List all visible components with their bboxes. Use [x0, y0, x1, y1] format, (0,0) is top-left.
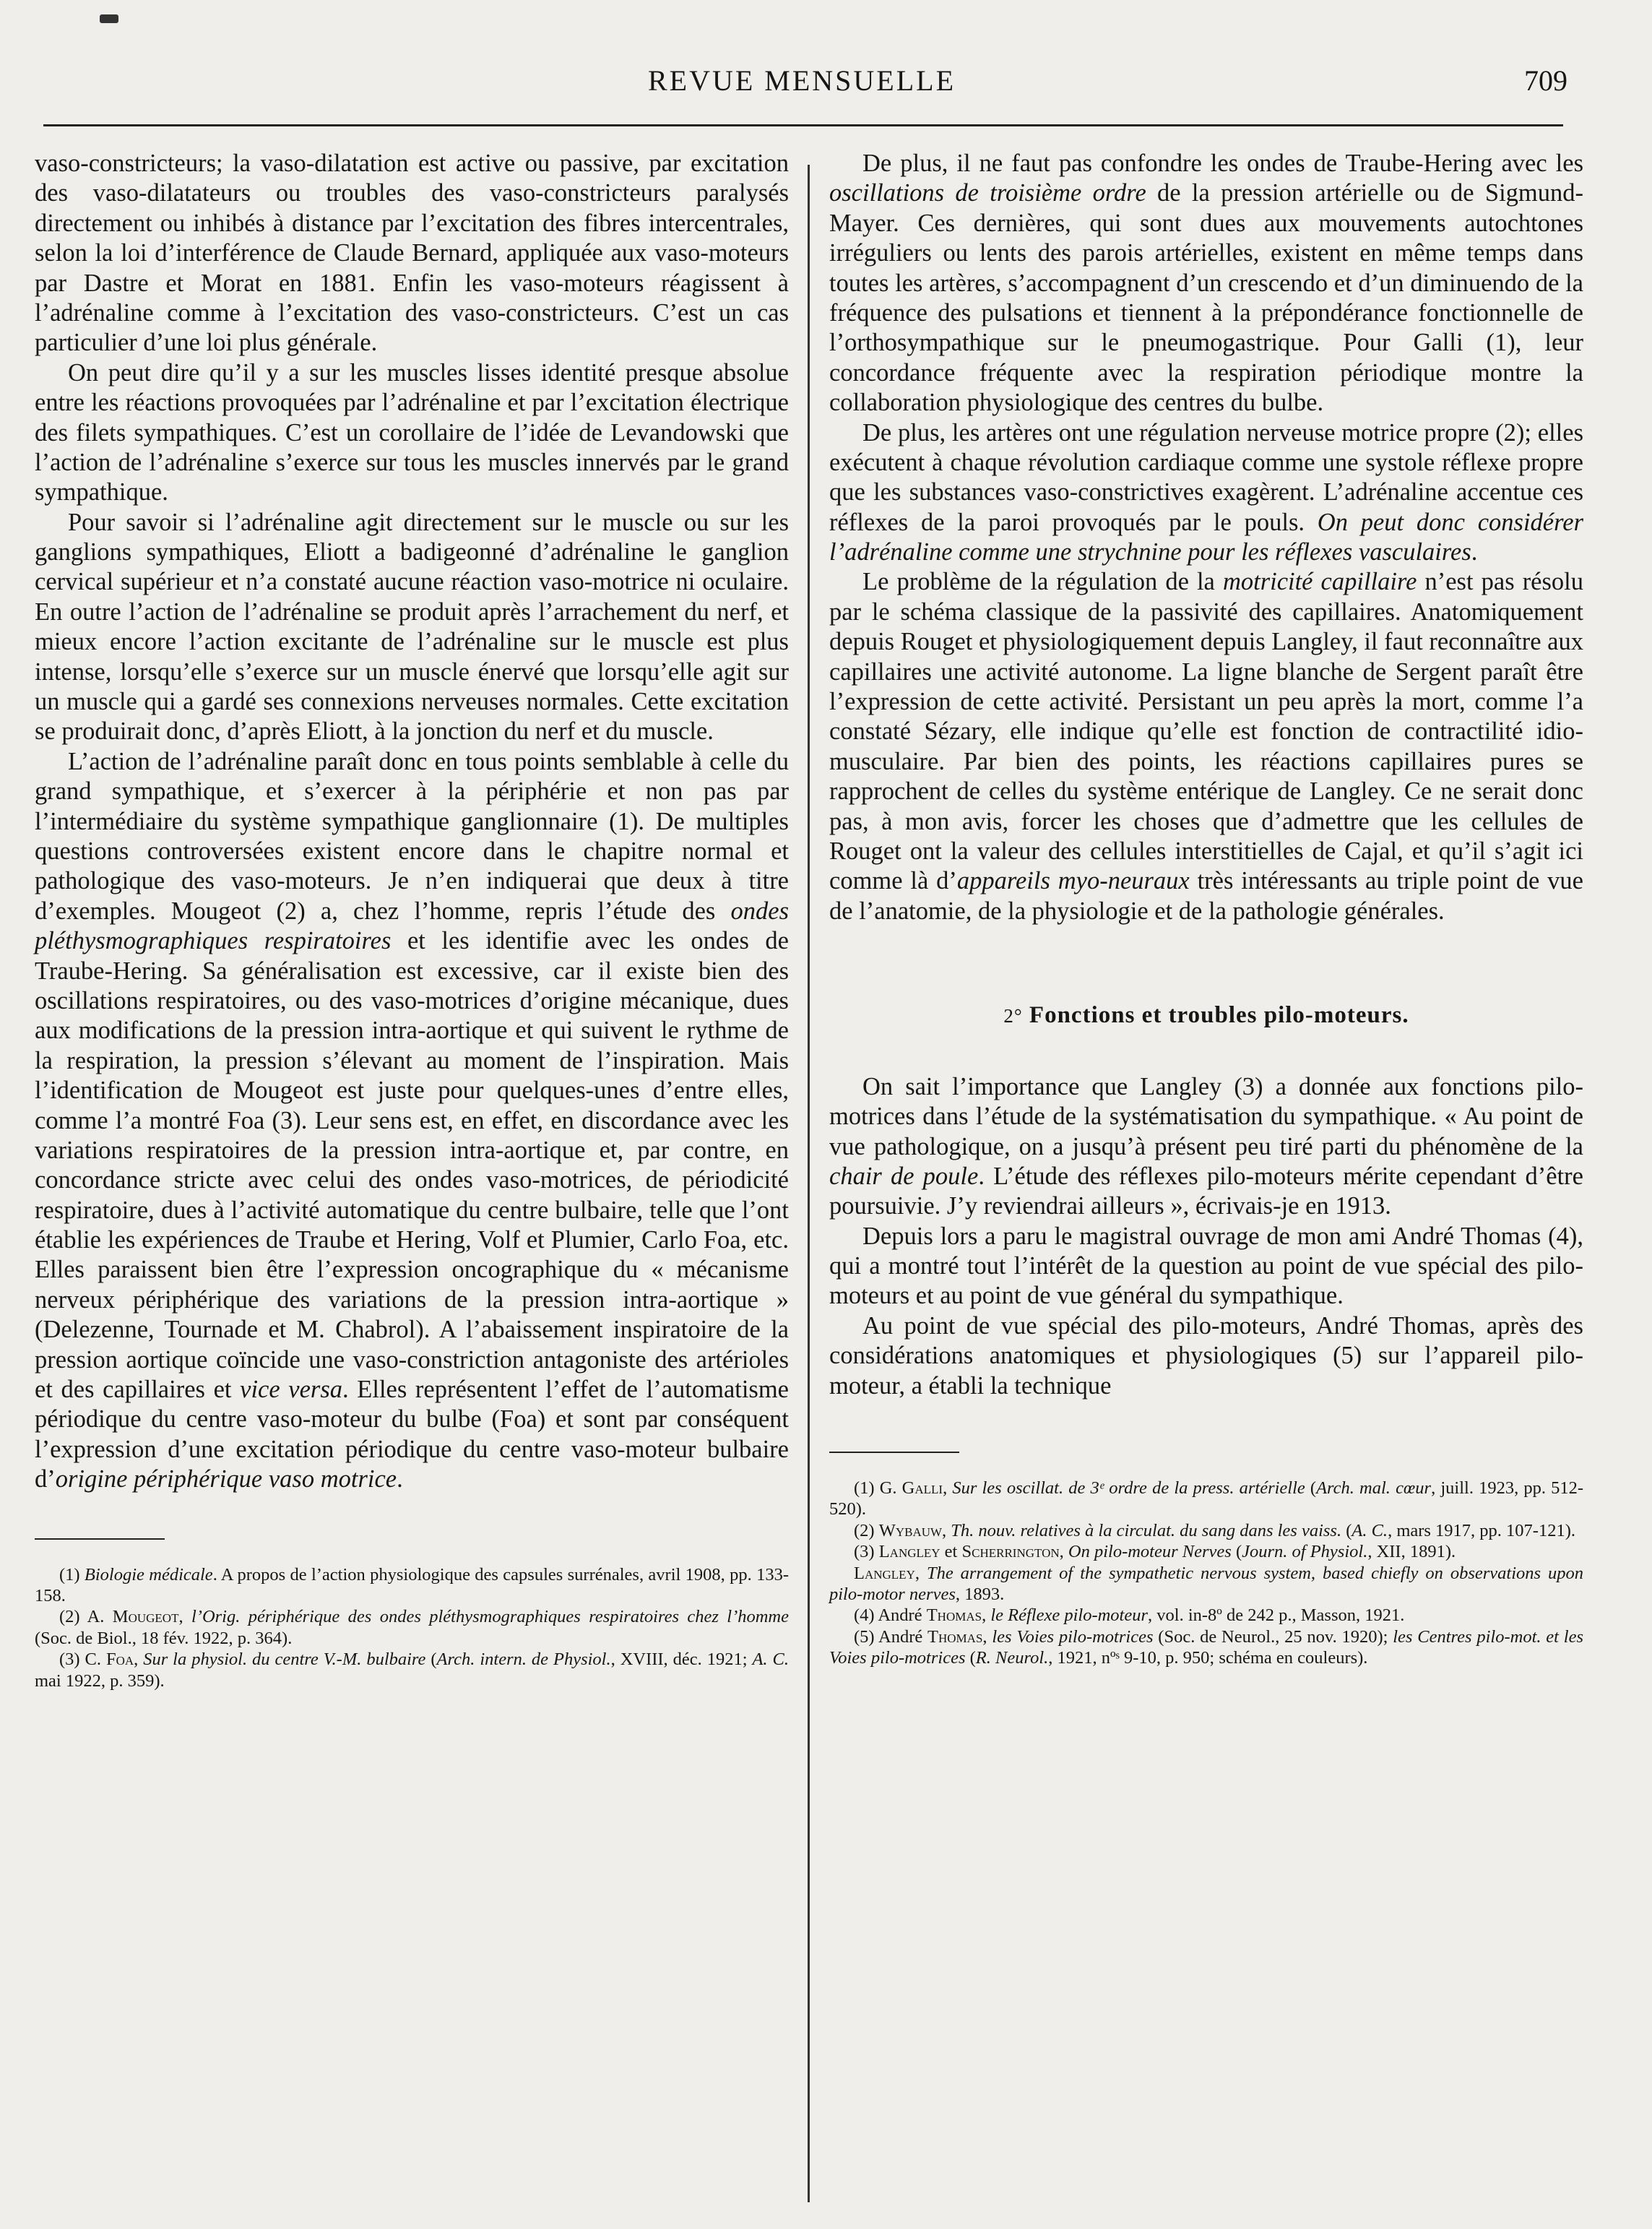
footnote-number: (1)	[59, 1564, 85, 1585]
text-run: (Soc. de Neurol., 25 nov. 1920);	[1153, 1626, 1393, 1647]
footnote-number: (5) André	[854, 1626, 928, 1647]
text-run: (	[425, 1650, 437, 1670]
italic-run: Biologie médicale	[84, 1564, 213, 1585]
text-run: très intéressants au triple point de vue de l’anatomie, de la physiologie et de la pathologie générales.	[829, 867, 1583, 925]
italic-run: appareils myo-neuraux	[956, 867, 1190, 895]
footnote	[829, 1626, 1583, 1669]
footnote-number: (2)	[854, 1520, 879, 1540]
text-run: ,	[178, 1607, 191, 1627]
body-paragraph: Au point de vue spécial des pilo-moteurs, André Thomas, après des considérations anatomiques et physiologiques (5) sur l’appareil pilo-moteur, a établi la technique	[829, 1311, 1583, 1400]
text-run: (	[965, 1648, 976, 1668]
body-paragraph	[829, 567, 1583, 926]
text-run: ,	[914, 1563, 927, 1583]
text-run: ,	[982, 1605, 991, 1626]
footnote	[829, 1520, 1583, 1541]
text-run: n’est pas résolu par le schéma classique de la passivité des capillaires. Anatomiquement depuis Rouget et physiologiquement depuis Langley, il faut reconnaître aux capillaires une activité autonome. La ligne blanche de Sergent paraît être l’expression de cette activité. Persistant un peu après la mort, comme l’a constaté Sézary, elle indique qu’elle est fonction de contractilité idio-musculaire. Par bien des points, les réactions capillaires pures se rapprochent de celles du système entérique de Langley. Ce ne serait donc pas, à mon avis, forcer les choses que d’admettre que les cellules de Rouget ont la valeur des cellules interstitielles de Cajal, et qu’il s’agit ici comme là d’	[829, 568, 1584, 895]
author-name: Langley	[854, 1563, 915, 1583]
italic-run: A. C.	[1352, 1520, 1388, 1540]
body-paragraph	[35, 747, 789, 1495]
italic-run: The arrangement of the sympathetic nervous system, based chiefly on observations upon pilo-motor nerves	[829, 1563, 1583, 1604]
footnote-number: (3)	[854, 1542, 879, 1562]
text-run: On sait l’importance que Langley (3) a donnée aux fonctions pilo-motrices dans l’étude de la systématisation du sympathique. « Au point de vue pathologique, on a jusqu’à présent peu tiré parti du phénomène de la	[829, 1072, 1583, 1160]
text-run: et	[940, 1542, 962, 1562]
footnotes	[829, 1478, 1583, 1669]
right-column	[829, 149, 1583, 1669]
section-heading	[829, 1001, 1583, 1030]
author-name: Mougeot	[112, 1607, 179, 1627]
body-paragraph: Pour savoir si l’adrénaline agit directement sur le muscle ou sur les ganglions sympathiques, Eliott a badigeonné d’adrénaline le ganglion cervical supérieur et n’a constaté aucune réaction vaso-motrice ni oculaire. En outre l’action de l’adrénaline se produit après l’arrachement du nerf, et mieux encore l’action excitante de l’adrénaline sur le muscle est plus intense, lorsqu’elle s’exerce sur un muscle énervé que lorsqu’elle agit sur un muscle qui a gardé ses connexions nerveuses normales. Cette excitation se produirait donc, d’après Eliott, à la jonction du nerf et du muscle.	[35, 508, 789, 746]
text-run: . A propos de l’action physiologique des capsules surrénales, avril 1908, pp. 133-158.	[35, 1564, 789, 1605]
text-run: .	[397, 1465, 403, 1493]
left-column	[35, 149, 789, 1691]
footnotes	[35, 1564, 789, 1691]
author-name: Scherrington	[961, 1542, 1060, 1562]
text-run: .	[1471, 538, 1478, 566]
text-run: ,	[982, 1626, 993, 1647]
footnote	[829, 1478, 1583, 1520]
italic-run: oscillations de troisième ordre	[829, 179, 1146, 207]
text-run: (Soc. de Biol., 18 fév. 1922, p. 364).	[35, 1628, 293, 1648]
text-run: , XVIII, déc. 1921;	[610, 1650, 753, 1670]
text-run: ,	[1059, 1542, 1068, 1562]
italic-run: Sur la physiol. du centre V.-M. bulbaire	[143, 1650, 426, 1670]
italic-run: l’Orig. périphérique des ondes pléthysmographiques respiratoires chez l’homme	[191, 1607, 790, 1627]
footnote-rule	[829, 1452, 959, 1453]
footnote	[35, 1649, 789, 1691]
footnote	[35, 1606, 789, 1649]
footnote-number: (4) André	[854, 1605, 927, 1626]
text-run: , XII, 1891).	[1367, 1542, 1456, 1562]
italic-run: motricité capillaire	[1222, 568, 1417, 596]
page-number: 709	[1524, 64, 1567, 97]
body-paragraph	[829, 418, 1583, 568]
author-name: Thomas	[926, 1605, 982, 1626]
text-run: , 1893.	[955, 1585, 1005, 1604]
italic-run: les Centres pilo-mot. et les Voies pilo-motrices	[829, 1626, 1583, 1668]
section-number: 2°	[1003, 1005, 1023, 1027]
text-run: . Elles représentent l’effet de l’automatisme périodique du centre vaso-moteur du bulbe (Foa) et sont par conséquent l’expression d’une excitation périodique du centre vaso-moteur bulbaire d’	[35, 1376, 789, 1493]
italic-run: chair de poule	[829, 1162, 979, 1190]
italic-run: vice versa	[240, 1376, 343, 1404]
footnote	[829, 1541, 1583, 1562]
italic-run: Arch. mal. cœur	[1316, 1478, 1432, 1499]
body-paragraph: Depuis lors a paru le magistral ouvrage de mon ami André Thomas (4), qui a montré tout l’intérêt de la question au point de vue spécial des pilo-moteurs et au point de vue général du sympathique.	[829, 1222, 1583, 1310]
italic-run: ondes pléthysmographiques respiratoires	[35, 897, 789, 955]
text-run: (	[1341, 1520, 1352, 1540]
italic-run: le Réflexe pilo-moteur	[990, 1605, 1149, 1626]
running-title: REVUE MENSUELLE	[647, 64, 956, 97]
text-run: ,	[134, 1650, 144, 1670]
text-run: ,	[943, 1478, 953, 1499]
text-run: mai 1922, p. 359).	[35, 1670, 165, 1691]
author-name: Wybauw	[878, 1520, 943, 1540]
footnote	[35, 1564, 789, 1607]
text-run: , vol. in-8º de 242 p., Masson, 1921.	[1148, 1605, 1405, 1626]
author-name: Foa	[105, 1650, 134, 1670]
italic-run: On pilo-moteur Nerves	[1068, 1542, 1232, 1562]
footnote-number: (1) G.	[854, 1478, 902, 1499]
italic-run: Sur les oscillat. de 3ᵉ ordre de la press. artérielle	[952, 1478, 1305, 1499]
italic-run: On peut donc considérer l’adrénaline comme une strychnine pour les réflexes vasculaires	[829, 508, 1583, 566]
text-run: , 1921, nºˢ 9-10, p. 950; schéma en couleurs).	[1048, 1648, 1368, 1668]
footnote	[829, 1605, 1583, 1626]
page-header	[36, 64, 1567, 107]
italic-run: A. C.	[752, 1650, 789, 1670]
italic-run: Arch. intern. de Physiol.	[436, 1650, 611, 1670]
author-name: Galli	[901, 1478, 943, 1499]
text-run: Le problème de la régulation de la	[862, 568, 1223, 596]
italic-run: origine périphérique vaso motrice	[55, 1465, 397, 1493]
body-paragraph	[829, 149, 1583, 418]
italic-run: Journ. of Physiol.	[1242, 1542, 1368, 1562]
text-run: (	[1305, 1478, 1317, 1499]
text-run: , juill. 1923, pp. 512-520).	[829, 1478, 1584, 1519]
text-run: (	[1231, 1542, 1242, 1562]
body-paragraph: On peut dire qu’il y a sur les muscles lisses identité presque absolue entre les réactions provoquées par l’adrénaline et par l’excitation électrique des filets sympathiques. C’est un corollaire de l’idée de Levandowski que l’action de l’adrénaline s’exerce sur tous les muscles innervés par le grand sympathique.	[35, 358, 789, 506]
scan-mark	[100, 14, 118, 23]
text-run: De plus, les artères ont une régulation nerveuse motrice propre (2); elles exécutent à chaque révolution cardiaque comme une systole réflexe propre que les substances vaso-constrictives exagèrent. L’adrénaline accentue ces réflexes de la paroi provoqués par le pouls.	[829, 418, 1583, 536]
footnote	[829, 1563, 1583, 1605]
italic-run: Th. nouv. relatives à la circulat. du sang dans les vaiss.	[951, 1520, 1342, 1540]
text-run: de la pression artérielle ou de Sigmund-Mayer. Ces dernières, qui sont dues aux mouvements autochtones irréguliers ou lents des parois artérielles, existent en même temps dans toutes les artères, s’accompagnent d’un crescendo et d’un diminuendo de la fréquence des pulsations et tiennent à la prépondérance fonctionnelle de l’orthosympathique sur le pneumogastrique. Pour Galli (1), leur concordance fréquente avec la respiration périodique montre la collaboration physiologique des centres du bulbe.	[829, 179, 1583, 417]
author-name: Langley	[878, 1542, 940, 1562]
italic-run: les Voies pilo-motrices	[992, 1626, 1154, 1647]
column-rule	[808, 165, 810, 2202]
text-run: L’action de l’adrénaline paraît donc en tous points semblable à celle du grand sympathique, et s’exercer à la périphérie et non pas par l’intermédiaire du système sympathique ganglionnaire (1). De multiples questions controversées existent encore dans le chapitre normal et pathologique des vaso-moteurs. Je n’en indiquerai que deux à titre d’exemples. Mougeot (2) a, chez l’homme, repris l’étude des	[35, 747, 789, 925]
italic-run: R. Neurol.	[975, 1648, 1049, 1668]
author-name: Thomas	[927, 1626, 983, 1647]
footnote-number: (2) A.	[59, 1607, 113, 1627]
text-run: et les identifie avec les ondes de Traube-Hering. Sa généralisation est excessive, car il existe bien des oscillations respiratoires, ou des vaso-motrices d’origine mécanique, dues aux modifications de la pression intra-aortique et qui suivent le rythme de la respiration, la pression s’élevant au moment de l’inspiration. Mais l’identification de Mougeot est juste pour quelques-unes d’entre elles, comme l’a montré Foa (3). Leur sens est, en effet, en discordance avec les variations respiratoires de la pression intra-aortique et, par contre, en concordance stricte avec celui des ondes vaso-motrices, de périodicité respiratoire, dues à l’activité automatique du centre bulbaire, telle que l’ont établie les expériences de Traube et Hering, Volf et Plumier, Carlo Foa, etc. Elles paraissent bien être l’expression oncographique du « mécanisme nerveux périphérique des variations de la pression intra-aortique » (Delezenne, Tournade et M. Chabrol). A l’abaissement inspiratoire de la pression aortique coïncide une vaso-constriction antagoniste des artérioles et des capillaires et	[35, 927, 789, 1404]
text-run: . L’étude des réflexes pilo-moteurs mérite cependant d’être poursuivie. J’y reviendrai ailleurs », écrivais-je en 1913.	[829, 1162, 1583, 1220]
text-run: ,	[942, 1520, 951, 1540]
footnote-number: (3) C.	[59, 1650, 106, 1670]
body-paragraph: vaso-constricteurs; la vaso-dilatation est active ou passive, par excitation des vaso-dilatateurs ou troubles des vaso-constricteurs paralysés directement ou inhibés à distance par l’excitation des fibres intercentrales, selon la loi d’interférence de Claude Bernard, appliquée aux vaso-moteurs par Dastre et Morat en 1881. Enfin les vaso-moteurs réagissent à l’adrénaline comme à l’excitation des vaso-constricteurs. C’est un cas particulier d’une loi plus générale.	[35, 150, 789, 357]
body-paragraph	[829, 1072, 1583, 1222]
text-run: , mars 1917, pp. 107-121).	[1388, 1520, 1576, 1540]
section-title: Fonctions et troubles pilo-moteurs.	[1029, 1002, 1409, 1029]
header-rule	[43, 124, 1563, 126]
text-run: De plus, il ne faut pas confondre les ondes de Traube-Hering avec les	[862, 150, 1583, 177]
footnote-rule	[35, 1538, 165, 1540]
